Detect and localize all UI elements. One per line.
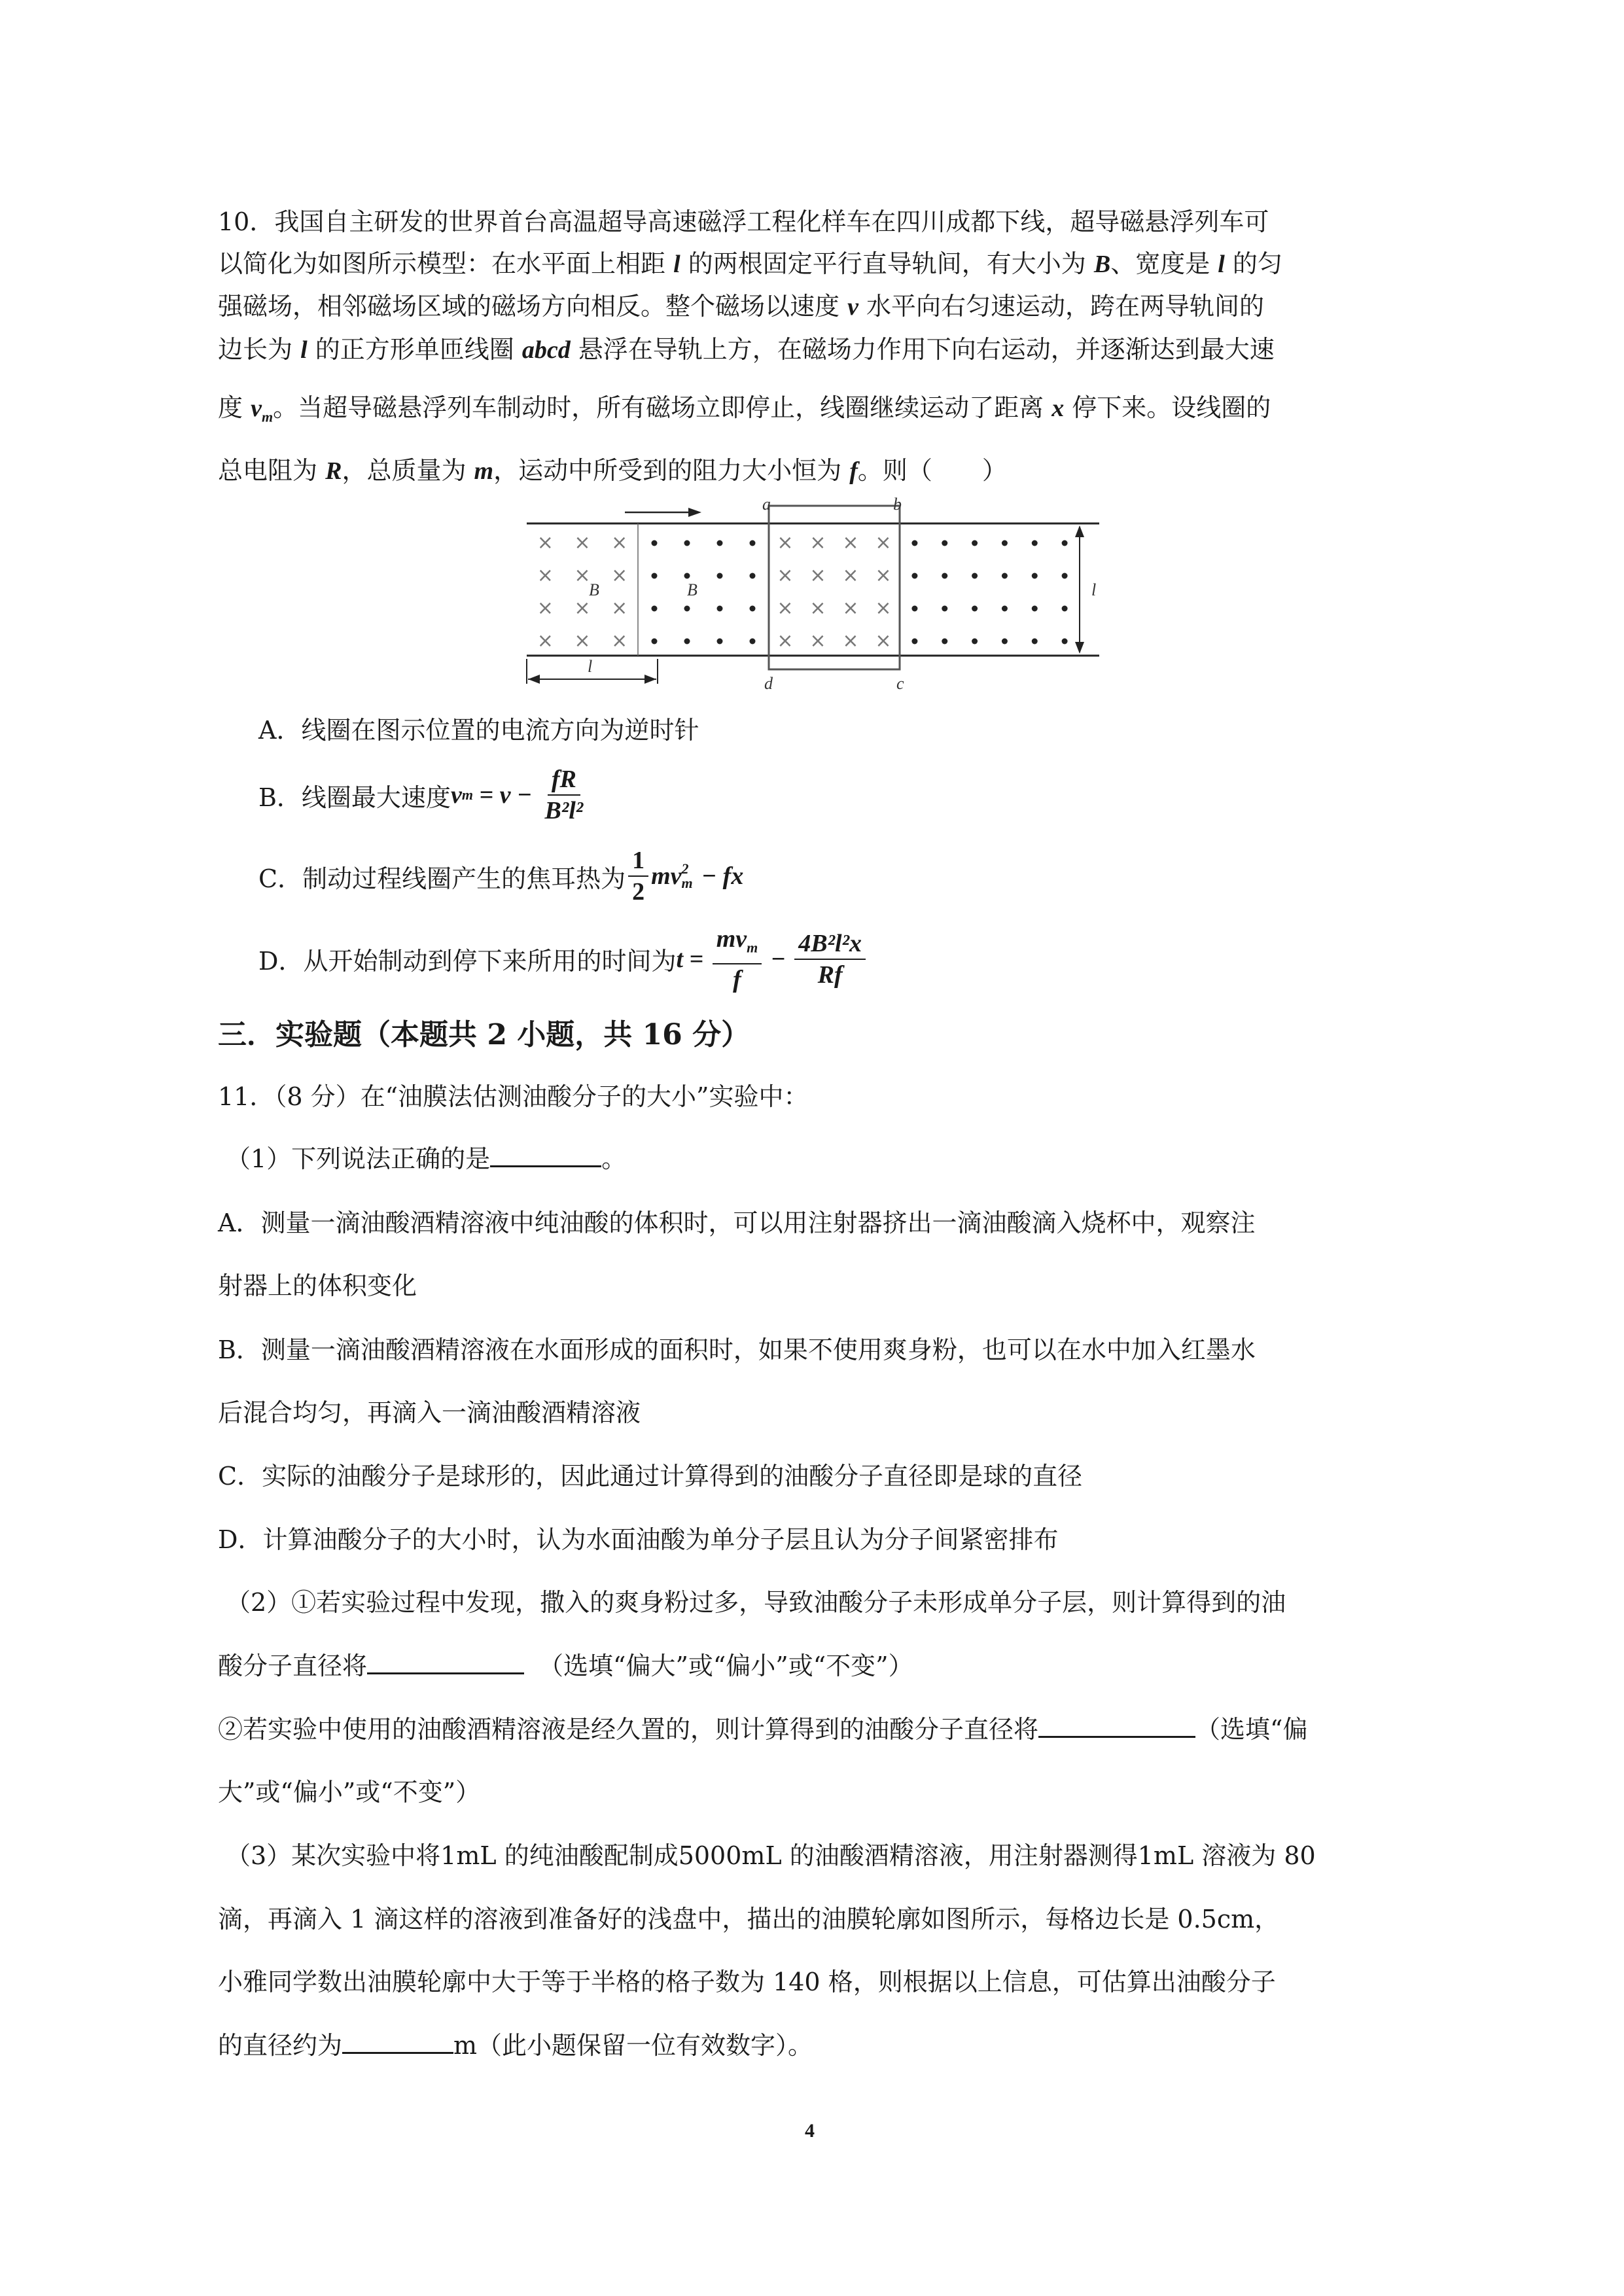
q10-option-b: B．线圈最大速度 v m = v − $\frac{fR}{\text{B²l²}}$ bbox=[258, 764, 590, 826]
field-dot-mark bbox=[1002, 573, 1008, 579]
field-cross-mark: × bbox=[875, 629, 892, 652]
q11-option-d: D．计算油酸分子的大小时，认为水面油酸为单分子层且认为分子间紧密排布 bbox=[218, 1525, 1059, 1554]
field-cross-mark: × bbox=[842, 629, 859, 652]
field-dot-mark bbox=[684, 639, 690, 645]
q11-part-2-line-2: 酸分子直径将 （选填“偏大”或“偏小”或“不变”） bbox=[218, 1651, 913, 1680]
field-dot-mark bbox=[652, 540, 658, 546]
label-length-l: l bbox=[588, 657, 593, 676]
field-dot-mark bbox=[717, 540, 723, 546]
velocity-arrow-head bbox=[688, 508, 701, 517]
field-dot-mark bbox=[1002, 606, 1008, 612]
q11-part-2-line-3: ②若实验中使用的油酸酒精溶液是经久置的，则计算得到的油酸分子直径将 （选填“偏 bbox=[218, 1715, 1308, 1744]
q11-part-3-line-2: 滴，再滴入 1 滴这样的溶液到准备好的浅盘中，描出的油膜轮廓如图所示，每格边长是 0.5cm， bbox=[218, 1905, 1280, 1934]
field-dot-mark bbox=[1002, 540, 1008, 546]
q11-option-a-line-1: A．测量一滴油酸酒精溶液中纯油酸的体积时，可以用注射器挤出一滴油酸滴入烧杯中，观察注 bbox=[218, 1209, 1256, 1237]
q11-part-1: （1）下列说法正确的是 。 bbox=[226, 1144, 627, 1173]
q11-part-2-line-4: 大”或“偏小”或“不变”） bbox=[218, 1778, 481, 1807]
field-cross-mark: × bbox=[537, 597, 554, 620]
field-cross-mark: × bbox=[809, 629, 826, 652]
field-cross-mark: × bbox=[809, 597, 826, 620]
field-dot-mark bbox=[750, 540, 756, 546]
field-dot-mark bbox=[1032, 606, 1038, 612]
field-dot-mark bbox=[911, 639, 917, 645]
answer-blank-4[interactable] bbox=[342, 2032, 453, 2054]
field-cross-mark: × bbox=[842, 564, 859, 587]
field-cross-mark: × bbox=[875, 564, 892, 587]
field-cross-mark: × bbox=[809, 531, 826, 554]
field-dot-mark bbox=[972, 540, 978, 546]
label-field-B2: B bbox=[687, 580, 697, 599]
field-cross-mark: × bbox=[574, 531, 591, 554]
field-dot-mark bbox=[1032, 639, 1038, 645]
label-c: c bbox=[896, 674, 904, 693]
field-dot-mark bbox=[652, 573, 658, 579]
field-cross-mark: × bbox=[574, 597, 591, 620]
field-marks bbox=[537, 531, 1068, 652]
field-dot-mark bbox=[652, 606, 658, 612]
field-dot-mark bbox=[942, 573, 947, 579]
field-cross-mark: × bbox=[537, 531, 554, 554]
field-cross-mark: × bbox=[777, 597, 794, 620]
fraction-4B2l2x-Rf: $\frac{\text{4B²l²x}}{Rf}$ bbox=[794, 928, 866, 990]
field-dot-mark bbox=[972, 606, 978, 612]
q11-option-a-line-2: 射器上的体积变化 bbox=[218, 1271, 417, 1300]
label-d: d bbox=[764, 674, 773, 693]
field-dot-mark bbox=[717, 639, 723, 645]
field-dot-mark bbox=[1062, 573, 1068, 579]
field-dot-mark bbox=[911, 540, 917, 546]
field-dot-mark bbox=[942, 639, 947, 645]
field-cross-mark: × bbox=[875, 531, 892, 554]
field-dot-mark bbox=[717, 573, 723, 579]
field-dot-mark bbox=[684, 573, 690, 579]
field-cross-mark: × bbox=[574, 629, 591, 652]
field-cross-mark: × bbox=[875, 597, 892, 620]
field-cross-mark: × bbox=[611, 531, 628, 554]
q11-intro: 11．（8 分）在“油膜法估测油酸分子的大小”实验中： bbox=[218, 1082, 809, 1111]
page-number: 4 bbox=[805, 2120, 815, 2142]
answer-blank-2[interactable] bbox=[367, 1653, 524, 1674]
section-3-heading: 三．实验题（本题共 2 小题，共 16 分） bbox=[218, 1018, 750, 1051]
field-dot-mark bbox=[684, 540, 690, 546]
field-cross-mark: × bbox=[809, 564, 826, 587]
field-dot-mark bbox=[911, 573, 917, 579]
answer-blank-1[interactable] bbox=[490, 1146, 601, 1167]
q10-line-4: 边长为 l 的正方形单匝线圈 abcd 悬浮在导轨上方，在磁场力作用下向右运动，并逐渐达到最大速 bbox=[218, 335, 1275, 364]
q11-part-3-line-1: （3）某次实验中将1mL 的纯油酸配制成5000mL 的油酸酒精溶液，用注射器测得1mL 溶液为 80 bbox=[226, 1841, 1316, 1870]
field-cross-mark: × bbox=[777, 629, 794, 652]
field-cross-mark: × bbox=[842, 531, 859, 554]
q10-line-3: 强磁场，相邻磁场区域的磁场方向相反。整个磁场以速度 v 水平向右匀速运动，跨在两导轨间的 bbox=[218, 292, 1265, 321]
length-arrow-left bbox=[528, 675, 540, 684]
fraction-half: $\frac{1}{2}$ bbox=[628, 845, 648, 907]
field-dot-mark bbox=[1032, 573, 1038, 579]
fraction-mvm-f: $\frac{mv_m}{f}$ bbox=[713, 924, 762, 995]
field-dot-mark bbox=[1062, 540, 1068, 546]
field-dot-mark bbox=[1062, 639, 1068, 645]
label-a: a bbox=[762, 495, 771, 514]
field-dot-mark bbox=[942, 606, 947, 612]
field-cross-mark: × bbox=[842, 597, 859, 620]
field-dot-mark bbox=[972, 573, 978, 579]
field-cross-mark: × bbox=[611, 564, 628, 587]
q10-line-1: 10．我国自主研发的世界首台高温超导高速磁浮工程化样车在四川成都下线，超导磁悬浮列车可 bbox=[218, 207, 1269, 236]
label-field-B1: B bbox=[589, 580, 599, 599]
field-dot-mark bbox=[1062, 606, 1068, 612]
q10-option-c: C．制动过程线圈产生的焦耳热为 $\frac{1}{2}$ mv 2 m − fx bbox=[258, 847, 744, 906]
length-arrow-right bbox=[644, 675, 656, 684]
maglev-field-figure bbox=[517, 494, 1119, 710]
field-dot-mark bbox=[750, 573, 756, 579]
field-dot-mark bbox=[1032, 540, 1038, 546]
width-arrow-bottom bbox=[1075, 642, 1084, 654]
q11-part-3-line-4: 的直径约为 m（此小题保留一位有效数字）。 bbox=[218, 2031, 813, 2060]
width-arrow-top bbox=[1075, 525, 1084, 537]
field-cross-mark: × bbox=[611, 597, 628, 620]
field-dot-mark bbox=[972, 639, 978, 645]
field-dot-mark bbox=[684, 606, 690, 612]
q11-part-2-line-1: （2）①若实验过程中发现，撒入的爽身粉过多，导致油酸分子未形成单分子层，则计算得到的油 bbox=[226, 1588, 1286, 1617]
field-dot-mark bbox=[750, 639, 756, 645]
field-cross-mark: × bbox=[777, 564, 794, 587]
field-cross-mark: × bbox=[537, 564, 554, 587]
q11-option-c: C．实际的油酸分子是球形的，因此通过计算得到的油酸分子直径即是球的直径 bbox=[218, 1462, 1083, 1491]
q10-line-5: 度 $v_m$。当超导磁悬浮列车制动时，所有磁场立即停止，线圈继续运动了距离 x 停下来。设线圈的 bbox=[218, 393, 1271, 425]
q10-option-d: D．从开始制动到停下来所用的时间为 t = $\frac{mv_m}{f}$ − $\frac{\text{4B²l²x}}{Rf}$ bbox=[258, 924, 868, 995]
field-dot-mark bbox=[652, 639, 658, 645]
answer-blank-3[interactable] bbox=[1038, 1716, 1195, 1738]
field-dot-mark bbox=[911, 606, 917, 612]
q11-option-b-line-1: B．测量一滴油酸酒精溶液在水面形成的面积时，如果不使用爽身粉，也可以在水中加入红墨水 bbox=[218, 1335, 1256, 1364]
q11-part-3-line-3: 小雅同学数出油膜轮廓中大于等于半格的格子数为 140 格，则根据以上信息，可估算出油酸分子 bbox=[218, 1968, 1276, 1996]
field-cross-mark: × bbox=[611, 629, 628, 652]
q10-option-a: A．线圈在图示位置的电流方向为逆时针 bbox=[258, 716, 699, 745]
label-b: b bbox=[893, 495, 902, 514]
q11-option-b-line-2: 后混合均匀，再滴入一滴油酸酒精溶液 bbox=[218, 1398, 641, 1427]
field-dot-mark bbox=[750, 606, 756, 612]
q10-line-6: 总电阻为 R，总质量为 m，运动中所受到的阻力大小恒为 f。则（ ） bbox=[218, 456, 1007, 485]
q10-line-2: 以简化为如图所示模型：在水平面上相距 l 的两根固定平行直导轨间，有大小为 B、宽度是 l 的匀 bbox=[218, 249, 1282, 278]
field-dot-mark bbox=[942, 540, 947, 546]
field-dot-mark bbox=[1002, 639, 1008, 645]
field-cross-mark: × bbox=[777, 531, 794, 554]
fraction-fR-B2l2: $\frac{fR}{\text{B²l²}}$ bbox=[544, 766, 584, 824]
field-dot-mark bbox=[717, 606, 723, 612]
field-cross-mark: × bbox=[537, 629, 554, 652]
field-cross-mark: × bbox=[574, 564, 591, 587]
label-width-l: l bbox=[1091, 580, 1097, 599]
